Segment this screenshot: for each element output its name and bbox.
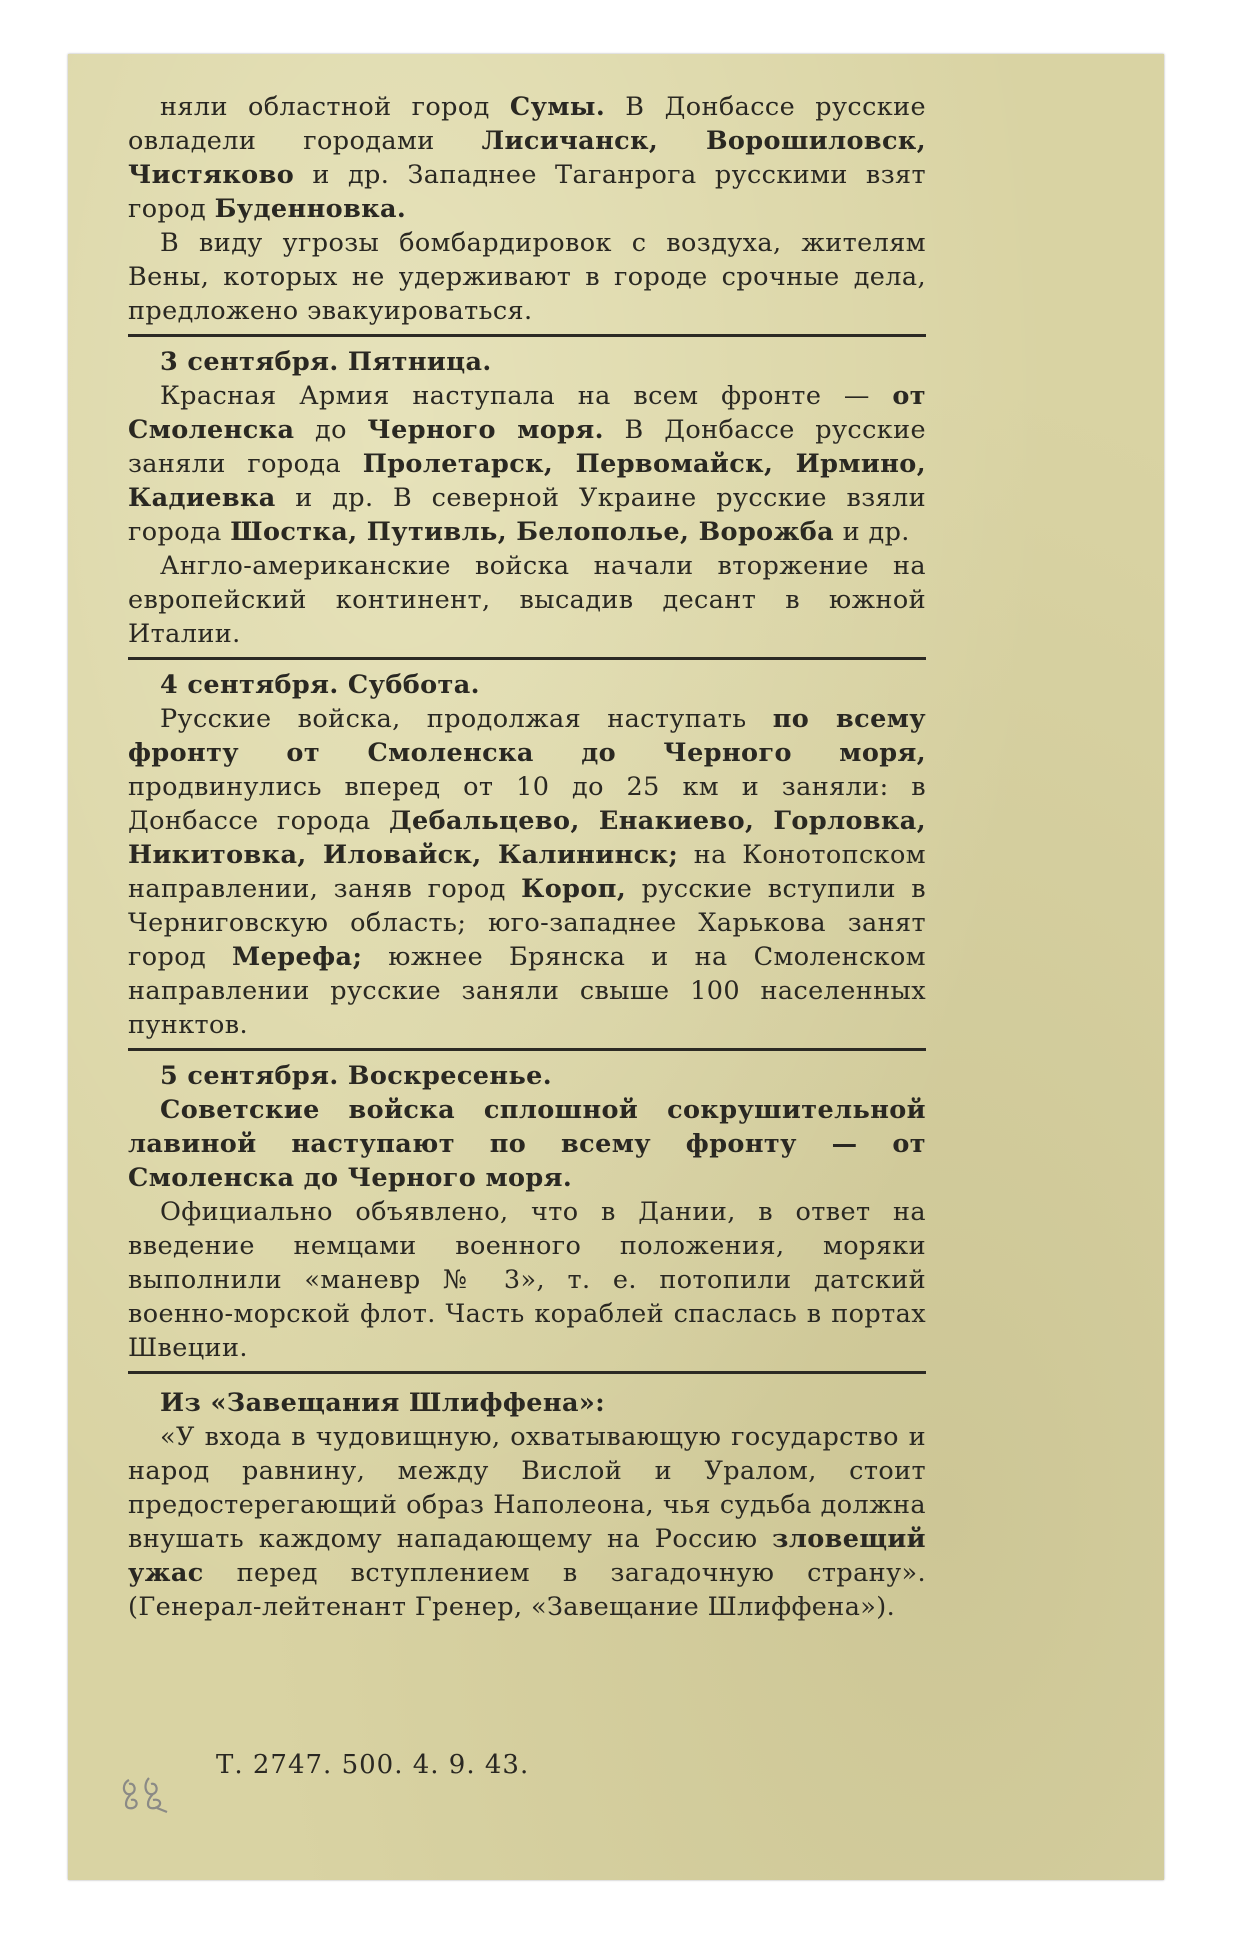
bold-text-run: от Смоленска <box>128 381 926 445</box>
date-heading: 4 сентября. Суббота. <box>160 670 480 700</box>
bold-text-run: Короп, <box>521 874 627 904</box>
print-imprint: Т. 2747. 500. 4. 9. 43. <box>216 1750 530 1780</box>
paragraph <box>128 90 926 226</box>
text-run: и др. <box>834 517 910 547</box>
day-section <box>128 668 926 1051</box>
bold-text-run: Черного моря. <box>367 415 604 445</box>
bold-text-run: Мерефа; <box>232 942 363 972</box>
text-run: на Конотопском направлении, заняв город <box>128 840 926 904</box>
paragraph <box>128 1420 926 1624</box>
paragraph <box>128 549 926 651</box>
bold-text-run: по всему фронту от Смоленска до Черного моря, <box>128 704 926 768</box>
text-run: няли областной город <box>160 92 510 122</box>
text-run: до <box>294 415 368 445</box>
bold-text-run: Дебальцево, Енакиево, Горловка, Никитовка, Иловайск, Калининск; <box>128 806 926 870</box>
text-run: Англо-американские войска начали вторжение на европейский континент, высадив десант в южной Италии. <box>128 551 926 649</box>
text-run: перед вступлением в загадочную страну». (Генерал-лейтенант Гренер, «Завещание Шлиффена»). <box>128 1558 926 1622</box>
text-run: Русские войска, продолжая наступать <box>160 704 773 734</box>
chronicle-sections <box>128 345 926 1374</box>
quote-block <box>128 1386 926 1624</box>
text-run: Красная Армия наступала на всем фронте — <box>160 381 893 411</box>
text-run: Официально объявлено, что в Дании, в ответ на введение немцами военного положения, моряки выполнили «маневр № 3», т. е. потопили датский военно-морской флот. Часть кораблей спаслась в портах Швеции. <box>128 1197 926 1363</box>
bold-text-run: Лисичанск, Ворошиловск, Чистяково <box>128 126 926 190</box>
quote-heading: Из «Завещания Шлиффена»: <box>160 1388 606 1418</box>
text-run: В Донбассе русские заняли города <box>128 415 926 479</box>
bold-text-run: Пролетарск, Первомайск, Ирмино, Кадиевка <box>128 449 926 513</box>
paragraph <box>128 379 926 549</box>
paragraph <box>128 1093 926 1195</box>
text-run: южнее Брянска и на Смоленском направлении русские заняли свыше 100 населенных пунктов. <box>128 942 926 1040</box>
text-run: В Донбассе русские овладели городами <box>128 92 926 156</box>
text-run: и др. Западнее Таганрога русскими взят город <box>128 160 926 224</box>
handwritten-initials-icon <box>115 1770 175 1818</box>
date-heading: 5 сентября. Воскресенье. <box>160 1061 553 1091</box>
divider <box>128 1371 926 1374</box>
divider <box>128 334 926 337</box>
day-section <box>128 345 926 660</box>
bold-text-run: Буденновка. <box>214 194 407 224</box>
bold-text-run: Советские войска сплошной сокрушительной лавиной наступают по всему фронту — от Смоленска до Черного моря. <box>128 1095 926 1193</box>
paragraph <box>128 702 926 1042</box>
bold-text-run: Шостка, Путивль, Белополье, Ворожба <box>230 517 835 547</box>
date-heading: 3 сентября. Пятница. <box>160 347 492 377</box>
text-run: В виду угрозы бомбардировок с воздуха, жителям Вены, которых не удерживают в городе срочные дела, предложено эвакуироваться. <box>128 228 926 326</box>
bold-text-run: зловещий ужас <box>128 1524 926 1588</box>
divider <box>128 657 926 660</box>
bold-text-run: Сумы. <box>509 92 606 122</box>
text-run: и др. В северной Украине русские взяли города <box>128 483 926 547</box>
divider <box>128 1048 926 1051</box>
day-section <box>128 1059 926 1374</box>
intro-block <box>128 90 926 328</box>
paragraph <box>128 226 926 328</box>
text-run: русские вступили в Черниговскую область; юго-западнее Харькова занят город <box>128 874 927 972</box>
text-run: «У входа в чудовищную, охватывающую государство и народ равнину, между Вислой и Уралом, стоит предостерегающий образ Наполеона, чья судьба должна внушать каждому нападающему на Россию <box>128 1422 926 1554</box>
text-column <box>128 90 926 1624</box>
text-run: продвинулись вперед от 10 до 25 км и заняли: в Донбассе города <box>128 772 926 836</box>
paragraph <box>128 1195 926 1365</box>
